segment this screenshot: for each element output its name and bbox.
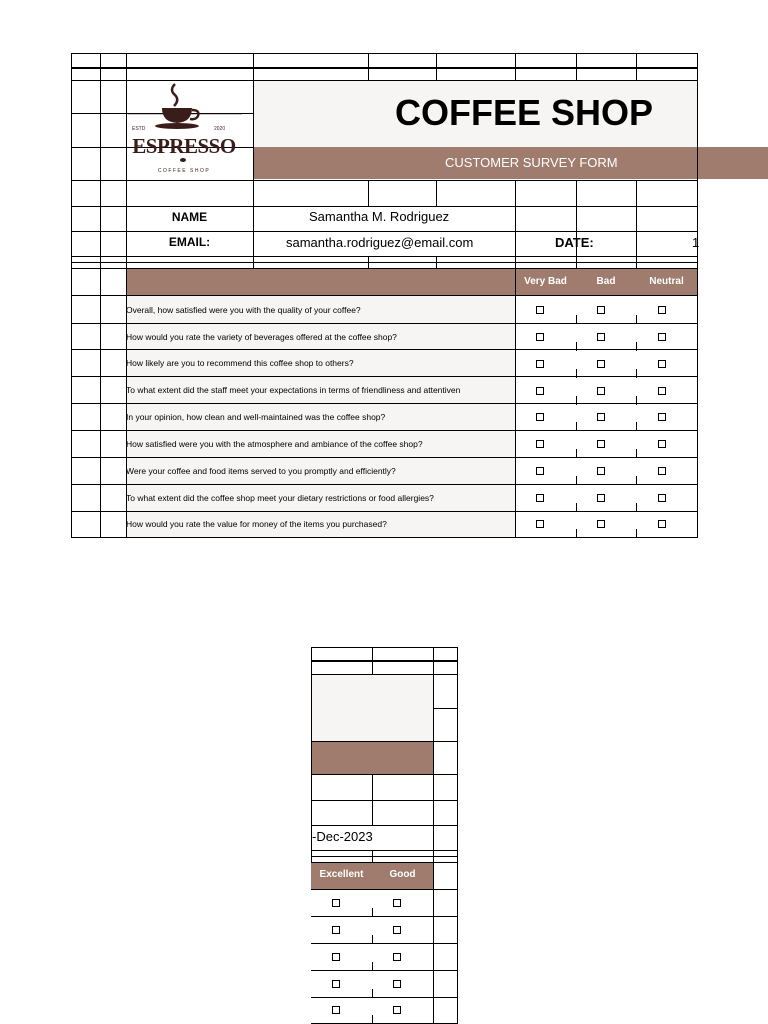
rating-checkbox-p2-q2-2[interactable] — [393, 926, 401, 934]
rating-checkbox-q9-3[interactable] — [658, 520, 666, 528]
rating-checkbox-p2-q1-2[interactable] — [393, 899, 401, 907]
rating-header-neutral: Neutral — [649, 276, 684, 287]
rating-checkbox-q8-1[interactable] — [536, 494, 544, 502]
rating-header-very-bad: Very Bad — [524, 276, 567, 287]
rating-header-bad: Bad — [596, 276, 616, 287]
rating-checkbox-p2-q3-1[interactable] — [332, 953, 340, 961]
rating-checkbox-p2-q1-1[interactable] — [332, 899, 340, 907]
rating-checkbox-q1-2[interactable] — [597, 306, 605, 314]
rating-checkbox-q3-2[interactable] — [597, 360, 605, 368]
svg-text:COFFEE SHOP: COFFEE SHOP — [157, 168, 211, 174]
coffee-cup-icon — [155, 84, 199, 129]
rating-checkbox-q5-2[interactable] — [597, 413, 605, 421]
question-1: Overall, how satisfied were you with the quality of your coffee? — [126, 305, 361, 315]
rating-checkbox-q7-2[interactable] — [597, 467, 605, 475]
rating-checkbox-q9-1[interactable] — [536, 520, 544, 528]
rating-checkbox-q6-2[interactable] — [597, 440, 605, 448]
rating-checkbox-q7-1[interactable] — [536, 467, 544, 475]
svg-text:ESPRESSO: ESPRESSO — [132, 134, 236, 158]
rating-checkbox-p2-q5-2[interactable] — [393, 1006, 401, 1014]
page2-subtitle-band — [311, 741, 433, 775]
rating-checkbox-q7-3[interactable] — [658, 467, 666, 475]
rating-checkbox-p2-q2-1[interactable] — [332, 926, 340, 934]
rating-checkbox-q2-2[interactable] — [597, 333, 605, 341]
svg-text:ESTD: ESTD — [132, 126, 146, 132]
rating-header-good: Good — [389, 869, 416, 880]
rating-header-excellent: Excellent — [319, 869, 364, 880]
rating-checkbox-q4-1[interactable] — [536, 387, 544, 395]
rating-checkbox-q9-2[interactable] — [597, 520, 605, 528]
rating-checkbox-q6-1[interactable] — [536, 440, 544, 448]
name-field[interactable]: Samantha M. Rodriguez — [309, 209, 450, 224]
name-label: NAME — [171, 210, 208, 224]
rating-checkbox-q1-3[interactable] — [658, 306, 666, 314]
page2-header-bg — [311, 675, 433, 741]
rating-checkbox-p2-q5-1[interactable] — [332, 1006, 340, 1014]
rating-checkbox-q6-3[interactable] — [658, 440, 666, 448]
question-9: How would you rate the value for money of the items you purchased? — [126, 519, 387, 529]
question-6: How satisfied were you with the atmosphere and ambiance of the coffee shop? — [126, 439, 423, 449]
rating-checkbox-q5-1[interactable] — [536, 413, 544, 421]
question-3: How likely are you to recommend this coffee shop to others? — [126, 358, 354, 368]
email-label: EMAIL: — [168, 235, 211, 249]
form-subtitle: CUSTOMER SURVEY FORM — [445, 155, 618, 170]
page2-date-field[interactable]: -Dec-2023 — [312, 829, 373, 844]
date-label: DATE: — [555, 235, 594, 250]
question-2: How would you rate the variety of beverages offered at the coffee shop? — [126, 332, 397, 342]
svg-text:2020: 2020 — [214, 126, 226, 132]
rating-checkbox-p2-q4-1[interactable] — [332, 980, 340, 988]
question-8: To what extent did the coffee shop meet your dietary restrictions or food allergies? — [126, 493, 434, 503]
question-4: To what extent did the staff meet your expectations in terms of friendliness and attentiven — [126, 385, 461, 395]
rating-checkbox-q3-3[interactable] — [658, 360, 666, 368]
rating-checkbox-p2-q3-2[interactable] — [393, 953, 401, 961]
rating-checkbox-q2-1[interactable] — [536, 333, 544, 341]
question-5: In your opinion, how clean and well-maintained was the coffee shop? — [126, 412, 386, 422]
page-title: COFFEE SHOP — [395, 92, 654, 133]
rating-checkbox-q2-3[interactable] — [658, 333, 666, 341]
date-field[interactable]: 1 — [692, 235, 700, 250]
email-field[interactable]: samantha.rodriguez@email.com — [286, 235, 474, 250]
rating-checkbox-q8-2[interactable] — [597, 494, 605, 502]
rating-checkbox-q3-1[interactable] — [536, 360, 544, 368]
rating-checkbox-p2-q4-2[interactable] — [393, 980, 401, 988]
rating-checkbox-q5-3[interactable] — [658, 413, 666, 421]
question-7: Were your coffee and food items served to you promptly and efficiently? — [126, 466, 396, 476]
coffee-bean-icon — [180, 158, 186, 162]
rating-checkbox-q4-3[interactable] — [658, 387, 666, 395]
rating-checkbox-q4-2[interactable] — [597, 387, 605, 395]
rating-checkbox-q8-3[interactable] — [658, 494, 666, 502]
espresso-logo — [122, 80, 246, 180]
rating-checkbox-q1-1[interactable] — [536, 306, 544, 314]
